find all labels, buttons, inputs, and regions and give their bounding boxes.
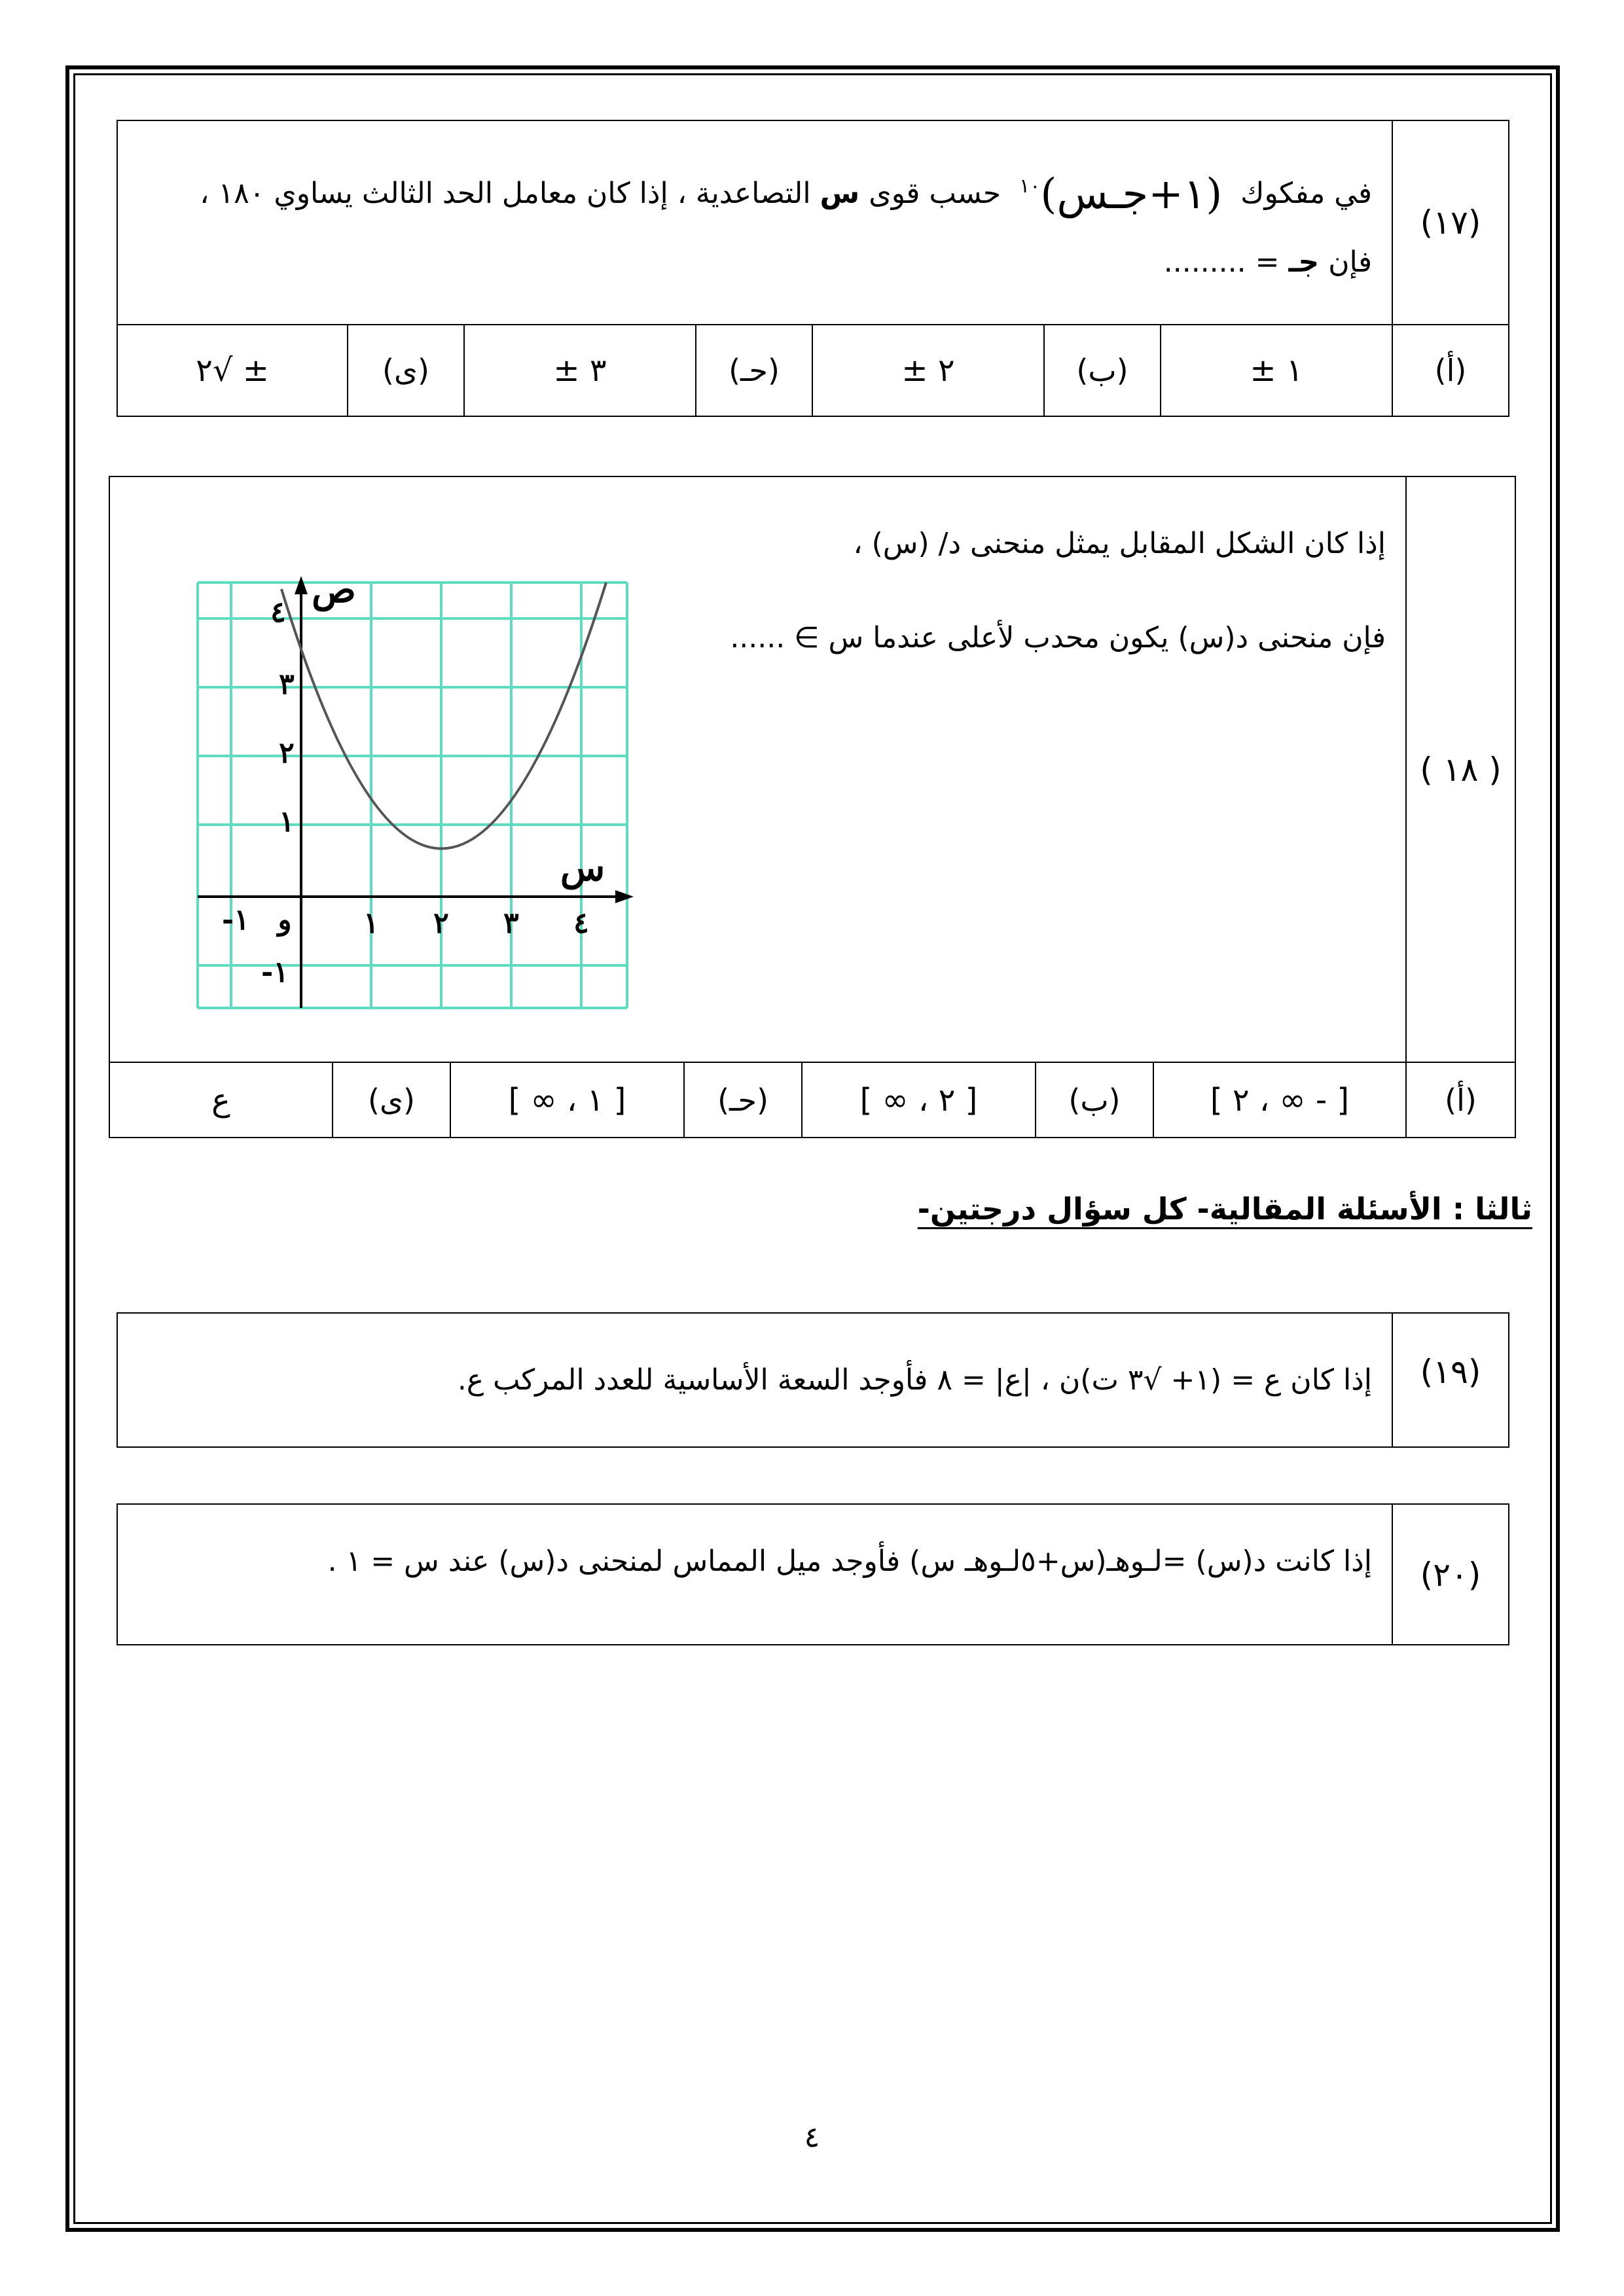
- y-axis-label: ص: [312, 568, 356, 611]
- question-19: [117, 1312, 1509, 1448]
- question-text: في مفكوك (١+جـس)$^{١٠}$ حسب قوى س التصاعدية ، إذا كان معامل الحد الثالث يساوي ١٨٠ ، فإن جـ = .........: [117, 120, 1392, 325]
- option-a-value[interactable]: ١ ±: [1161, 325, 1392, 416]
- x-tick-neg1: ١-: [222, 903, 249, 937]
- option-label-b: (ب): [1036, 1062, 1153, 1138]
- exponent: ١٠: [1019, 175, 1041, 198]
- question-text: إذا كان ع = (١+ √٣ ت)ن ، |ع| = ٨ فأوجد السعة الأساسية للعدد المركب ع.: [117, 1313, 1392, 1447]
- option-b-value[interactable]: [ ٢ ، ∞ ]: [802, 1062, 1036, 1138]
- option-label-c: (حـ): [696, 325, 812, 416]
- option-label-d: (ى): [333, 1062, 450, 1138]
- y-tick-3: ٣: [279, 668, 295, 701]
- option-d-value[interactable]: ع: [109, 1062, 333, 1138]
- graph-grid: [198, 583, 627, 1008]
- question-number: (١٧): [1392, 120, 1509, 325]
- y-tick-4: ٤: [270, 596, 286, 629]
- x-axis: [198, 890, 634, 903]
- option-label-a: (أ): [1406, 1062, 1515, 1138]
- x-tick-labels: [222, 903, 589, 940]
- option-a-value[interactable]: [ - ∞ ، ٢ ]: [1153, 1062, 1406, 1138]
- y-tick-1: ١: [279, 805, 295, 838]
- parabola-curve: [281, 583, 606, 849]
- x-tick-1: ١: [363, 906, 379, 940]
- y-axis: [295, 576, 308, 1008]
- option-label-c: (حـ): [684, 1062, 802, 1138]
- y-tick-neg1: ١-: [261, 956, 289, 989]
- y-tick-2: ٢: [279, 736, 295, 770]
- question-number: (١٩): [1392, 1313, 1509, 1447]
- x-axis-label: س: [560, 846, 605, 889]
- origin-label: و: [278, 903, 292, 937]
- question-text: إذا كانت د(س) =لـوهـ(س+٥لـوهـ س) فأوجد ميل المماس لمنحنى د(س) عند س = ١ .: [117, 1504, 1392, 1645]
- question-20: [117, 1503, 1509, 1645]
- question-17: [117, 120, 1509, 417]
- option-label-d: (ى): [348, 325, 464, 416]
- option-c-value[interactable]: ٣ ±: [464, 325, 696, 416]
- section-title: ثالثا : الأسئلة المقالية- كل سؤال درجتين-: [917, 1191, 1532, 1227]
- option-b-value[interactable]: ٢ ±: [812, 325, 1044, 416]
- binomial-expression: (١+جـس): [1040, 170, 1223, 219]
- derivative-graph: [190, 563, 648, 1021]
- option-c-value[interactable]: [ ١ ، ∞ ]: [450, 1062, 684, 1138]
- option-label-a: (أ): [1392, 325, 1509, 416]
- x-tick-4: ٤: [573, 906, 589, 940]
- option-d-value[interactable]: ± √٢: [117, 325, 348, 416]
- question-number: ( ١٨ ): [1406, 476, 1515, 1062]
- x-tick-3: ٣: [503, 906, 519, 940]
- option-label-b: (ب): [1044, 325, 1161, 416]
- question-text: إذا كان الشكل المقابل يمثل منحنى د/ (س) ، فإن منحنى د(س) يكون محدب لأعلى عندما س ∋ ......: [109, 476, 1406, 1062]
- x-tick-2: ٢: [433, 906, 449, 940]
- question-number: (٢٠): [1392, 1504, 1509, 1645]
- page-number: ٤: [804, 2121, 820, 2154]
